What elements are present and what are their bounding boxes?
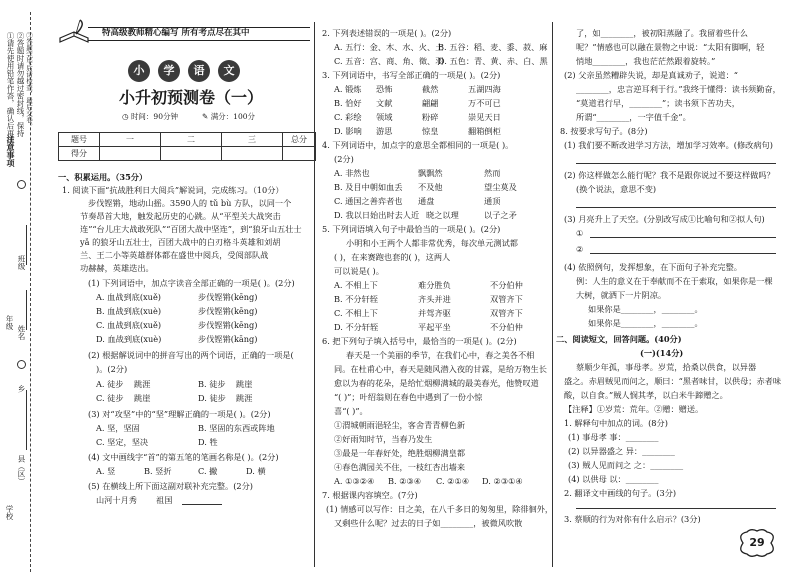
option-part: 然而: [484, 168, 501, 178]
exam-time: [122, 112, 178, 122]
notice-line: ②答题时请勿越过密封线，保持: [16, 32, 25, 137]
option-part: 步伐铿锵(kēng): [198, 292, 258, 302]
option[interactable]: A. 五行：金、木、水、火、土: [334, 42, 444, 52]
classical-text: 酸，以自食。”贼人悯其孝，以白米牛蹄赠之。: [564, 390, 728, 400]
fill-line-text: 悄地________，我也茫茫然跟着旋转。”: [576, 56, 716, 66]
option-part: 步伐铿锵(kēng): [198, 306, 258, 316]
option-part: 通顶: [484, 196, 501, 206]
option-part: 双管齐下: [490, 308, 523, 318]
sub-question: (1) 情感可以写作：日之美，在八千多日的匆匆里，除徘徊外，: [326, 504, 554, 514]
label-name: 姓名: [17, 325, 26, 340]
option[interactable]: D. 牲: [198, 437, 218, 447]
answer-blank[interactable]: [182, 504, 222, 505]
example-line: 大树，就洒下一片阴凉。: [576, 290, 667, 300]
passage-line: 春天是一个美丽的季节，在我们心中，春之美各不相: [346, 350, 535, 360]
fill-line[interactable]: [26, 390, 27, 450]
option-part: 不分伯仲: [490, 280, 523, 290]
binding-hole: [17, 180, 26, 189]
sub-question: (5) 在横线上所下面这副对联补充完整。(2分): [88, 481, 253, 491]
clock-icon: ◷: [122, 112, 129, 121]
score-cell: 三: [222, 133, 283, 147]
option-part: 通盘: [418, 196, 435, 206]
option-part: 晓之以理: [426, 210, 459, 220]
score-input-cell[interactable]: [161, 147, 222, 161]
classical-text: 盛之。赤眉贼见而问之，顺曰：“黑者味甘，以供母；赤者味: [564, 376, 782, 386]
option-part: 难分胜负: [418, 280, 451, 290]
sub-question: (4) 依照例句，发挥想象，在下面句子补充完整。: [564, 262, 742, 272]
question-stem: 7. 根据课内容填空。(7分): [322, 490, 418, 500]
label-school: 学校: [5, 505, 14, 520]
section-heading: 一、积累运用。（35分）: [58, 172, 148, 182]
passage-line: 可以说是( )。: [334, 266, 384, 276]
option[interactable]: C. 五音：宫、商、角、徵、羽: [334, 56, 444, 66]
option[interactable]: A. 血战到底(xuě): [96, 292, 161, 302]
fill-line-text: 呢？”情感也可以融在景物之中说：“太阳有脚啊，轻: [576, 42, 765, 52]
subject-char: 语: [188, 60, 210, 82]
option[interactable]: C. 徒步: [96, 393, 124, 403]
answer-line[interactable]: [576, 207, 776, 208]
label-county: 县（区）: [17, 455, 26, 485]
option-part: 步伐铿锵(kāng): [198, 334, 258, 344]
annotation: 【注释】①岁荒：荒年。②赠：赠送。: [564, 404, 704, 414]
option[interactable]: C. 坚定，坚决: [96, 437, 149, 447]
option-part: 跳涯: [134, 379, 151, 389]
sub-question: (1) 我们要不断改进学习方法，增加学习效率。(修改病句): [564, 140, 773, 150]
exam-score-text: 满分：100分: [210, 112, 256, 121]
classical-text: 蔡顺少年孤，事母孝。岁荒，拾桑以供食，以异器: [576, 362, 757, 372]
answer-line[interactable]: [576, 508, 776, 509]
option[interactable]: D. 横: [246, 466, 266, 476]
option-part: 平起平坐: [418, 322, 451, 332]
option-part: 截然: [422, 84, 439, 94]
question-stem: 6. 把下列句子填入括号中，最恰当的一项是( )。(2分): [322, 336, 517, 346]
fill-line-text: 如果你是________，________。: [588, 318, 703, 328]
option[interactable]: C. 撇: [198, 466, 218, 476]
option-part: 步伐铿锵(kēng): [198, 320, 258, 330]
option-part: 翩翩: [422, 98, 439, 108]
sub-question: (3) 月亮升上了天空。(分别改写成①比喻句和②拟人句): [564, 214, 765, 224]
option[interactable]: D. 徒步: [198, 393, 226, 403]
passage-line: “( )”；叶绍翁则在春色中遇到了一份小惊: [334, 392, 483, 402]
banner-text: 特高级教师精心编写 所有考点尽在其中: [102, 28, 250, 38]
score-table: [58, 132, 316, 161]
score-input-cell[interactable]: [100, 147, 161, 161]
exam-time-text: 时间：90分钟: [130, 112, 178, 121]
answer-line[interactable]: [576, 163, 776, 164]
option-part: 齐头并进: [418, 294, 451, 304]
option[interactable]: C. 彩绘: [334, 112, 362, 122]
book-quill-icon: [58, 18, 92, 44]
option[interactable]: B. 竖折: [144, 466, 172, 476]
score-cell: 得分: [59, 147, 100, 161]
score-cell: 总分: [283, 133, 316, 147]
sub-question-cont: )。(2分): [96, 364, 128, 374]
option[interactable]: A. 坚，坚固: [96, 423, 140, 433]
page-number-badge: [737, 528, 777, 558]
option[interactable]: B. 及目中朝如血丢: [334, 182, 403, 192]
subject-char: 小: [128, 60, 150, 82]
option-part: 并驾齐驱: [418, 308, 451, 318]
question-stem: 2. 下列表述错误的一项是( )。(2分): [322, 28, 452, 38]
option[interactable]: C. ②①④: [436, 476, 470, 486]
option[interactable]: A. 非然也: [334, 168, 370, 178]
option[interactable]: D. 我以日始出时去人近: [334, 210, 420, 220]
option-part: 游思: [376, 126, 393, 136]
option-part: 不分伯仲: [490, 322, 523, 332]
option-part: 望尘莫及: [484, 182, 517, 192]
answer-label: ①: [576, 228, 584, 238]
option-part: 万不可已: [468, 98, 501, 108]
option-part: 跳崖: [236, 379, 253, 389]
option[interactable]: A. 不相上下: [334, 280, 378, 290]
question-stem: 3. 蔡顺的行为对你有什么启示？(3分): [564, 514, 701, 524]
sub-question: (2) 父亲虽然糟辟失说，却是真诚劝子，说道：“: [564, 70, 738, 80]
label-class: 班级: [17, 255, 26, 270]
notice-line: ①请先使用铅笔作答，确认后再用: [6, 32, 15, 145]
answer-label: ②: [576, 244, 584, 254]
sub-question: (2) 你这样做怎么能行呢？我不是跟你说过不要这样做吗？: [564, 170, 775, 180]
question-stem: 5. 下列词语填入句子中最恰当的一项是( )。(2分): [322, 224, 501, 234]
label-grade: 年级: [5, 315, 14, 330]
option[interactable]: A. 竖: [96, 466, 116, 476]
exam-title: 小升初预测卷（一）: [118, 88, 263, 107]
option-part: 以子之矛: [484, 210, 517, 220]
question-stem: 8. 按要求写句子。(8分): [560, 126, 648, 136]
subject-char: 文: [218, 60, 240, 82]
poem-option: ②好雨知时节，当春乃发生: [334, 434, 433, 444]
answer-line[interactable]: [590, 253, 776, 254]
option[interactable]: D. 血战到底(xuè): [96, 334, 162, 344]
option[interactable]: B. 不分轩轾: [334, 294, 378, 304]
example-line: 例：人生的意义在于奉献而不在于索取，如果你是一棵: [576, 276, 773, 286]
sub-question-cont: (换个说法，意思不变): [576, 184, 657, 194]
poem-option: ③最是一年春好处，绝胜烟柳满皇都: [334, 448, 466, 458]
binding-strip: [0, 0, 48, 587]
option-part: 粉碎: [422, 112, 439, 122]
score-input-cell[interactable]: [283, 147, 316, 161]
score-table-row: [59, 147, 316, 161]
passage-line: 愈以为春的花朵，是给忙烟柳满城的最美春光，他赞叹道: [334, 378, 539, 388]
couplet-second: 祖国: [156, 495, 173, 505]
question-stem-cont: (2分): [334, 154, 354, 164]
question-stem: 4. 下列词语中，加点字的意思全都相同的一项是( )。: [322, 140, 514, 150]
question-stem: 1. 解释句中加点的词。(8分): [564, 418, 668, 428]
word-question: (1) 事母孝 事：________: [568, 432, 659, 442]
passage-line: 同。在杜甫心中，春天是随风潜入夜的甘霖，是给万物生长: [334, 364, 547, 374]
option[interactable]: B. 五谷：稻、麦、黍、菽、麻: [438, 42, 548, 52]
score-table-row: [59, 133, 316, 147]
exam-score: [202, 112, 255, 122]
sub-question: (2) 根据解说词中的拼音写出的两个词语，正确的一项是(: [88, 350, 294, 360]
passage-line: 兰、王二小等英雄群体都在盛世中阅兵，受阅部队战: [80, 250, 269, 260]
option[interactable]: A. 徒步: [96, 379, 124, 389]
option[interactable]: D. ②③①④: [482, 476, 523, 486]
fill-line-text: 如果你是________，________。: [588, 304, 703, 314]
option-part: 文献: [376, 98, 393, 108]
label-township: 乡: [17, 385, 26, 393]
score-cell: 二: [161, 133, 222, 147]
passage-line: 连”“台儿庄大战敢死队”“百团大战中坚连”，到“狼牙山五壮士: [80, 224, 302, 234]
score-cell: 一: [100, 133, 161, 147]
option[interactable]: C. 通国之善弈者也: [334, 196, 403, 206]
page-number: 29: [749, 536, 765, 549]
column-divider: [552, 22, 553, 567]
option[interactable]: A. 锻炼: [334, 84, 362, 94]
option[interactable]: D. 影响: [334, 126, 362, 136]
fill-line-text: 所谓“________，一字值千金”。: [576, 112, 691, 122]
notice-line: ③答题完毕后请检查，最后交卷。: [25, 32, 33, 130]
option-part: 五湖四海: [468, 84, 501, 94]
question-stem: 3. 下列词语中，书写全部正确的一项是( )。(2分): [322, 70, 501, 80]
option-part: 领域: [376, 112, 393, 122]
section-heading: 二、阅读短文，回答问题。(40分): [556, 334, 682, 344]
option[interactable]: C. 不相上下: [334, 308, 378, 318]
option-part: 惊皇: [422, 126, 439, 136]
header-banner: [58, 22, 310, 42]
pen-icon: ✎: [202, 112, 209, 121]
sub-question-cont: 又剩些什么呢？过去的日子如________，被微风吹散: [334, 518, 523, 528]
answer-line[interactable]: [590, 237, 776, 238]
sub-question: (3) 对“攻坚”中的“坚”理解正确的一项是( )。(2分): [88, 409, 271, 419]
option[interactable]: B. 血战到底(xuè): [96, 306, 162, 316]
option-part: 翻箱倒柜: [468, 126, 501, 136]
passage-line: 节奏昂首大地，触发起历史的心跳。从“平型关大战突击: [80, 211, 281, 221]
passage-line: ( )，在来赛跑也套的( )，这两人: [334, 252, 451, 262]
poem-option: ④春色满园关不住，一枝红杏出墙来: [334, 462, 466, 472]
option-part: 崇见天日: [468, 112, 501, 122]
question-stem: 1. 阅读下面“抗战胜利日大阅兵”解说词，完成练习。（10分）: [62, 185, 284, 195]
option[interactable]: C. 血战到底(xuě): [96, 320, 162, 330]
fill-line-text: 了，如________，被初阳蒸融了。我留着些什么: [576, 28, 748, 38]
passage-line: 小明和小王两个人都非常优秀，每次单元测试都: [346, 238, 518, 248]
column-divider: [314, 22, 315, 567]
option-part: 跳涯: [236, 393, 253, 403]
binding-hole: [17, 360, 26, 369]
option[interactable]: D. 不分轩轾: [334, 322, 379, 332]
score-input-cell[interactable]: [222, 147, 283, 161]
option-part: 不及他: [418, 182, 443, 192]
fill-line-text: ________，忠言逆耳利于行。”我终于懂得：读书须勤奋，: [576, 84, 781, 94]
word-question: (2) 以异器盛之 异：________: [568, 446, 675, 456]
fill-line[interactable]: [26, 225, 27, 265]
passage-line: 步伐铿锵，地动山摇。3590人的 tǔ bù 方队，以同一个: [88, 198, 292, 208]
score-cell: 题号: [59, 133, 100, 147]
couplet-first: 山河十月秀: [96, 495, 137, 505]
option[interactable]: B. 徒步: [198, 379, 226, 389]
fill-line[interactable]: [26, 290, 27, 330]
option[interactable]: B. ②③④: [388, 476, 422, 486]
passage-heading: (一)(14分): [640, 348, 684, 358]
option-part: 双管齐下: [490, 294, 523, 304]
option-part: 恐怖: [376, 84, 393, 94]
subject-char: 学: [158, 60, 180, 82]
option-part: 跳崖: [134, 393, 151, 403]
option[interactable]: A. ①③②④: [334, 476, 375, 486]
option[interactable]: D. 五色：青、黄、赤、白、黑: [438, 56, 548, 66]
option[interactable]: B. 恰好: [334, 98, 362, 108]
poem-option: ①渭城朝雨浥轻尘，客舍青青柳色新: [334, 420, 466, 430]
passage-line: 喜“( )”。: [334, 406, 368, 416]
passage-line: yǎ 的狼牙山五壮士，百团大战中的白刃格斗英雄和刘胡: [80, 237, 281, 247]
word-question: (4) 以供母 以：________: [568, 474, 659, 484]
option[interactable]: B. 坚固的东西或阵地: [198, 423, 275, 433]
option-part: 飘飘然: [418, 168, 443, 178]
passage-line: 功赫赫，英雄迭出。: [80, 263, 154, 273]
sub-question: (4) 文中画线字“首”的第五笔的笔画名称是( )。(2分): [88, 452, 279, 462]
notice-title: 注意事项: [6, 135, 16, 167]
word-question: (3) 贼人见而问之 之：________: [568, 460, 684, 470]
fill-line-text: “莫道君行早，________”；读书须下苦功夫，: [576, 98, 740, 108]
question-stem: 2. 翻译文中画线的句子。(3分): [564, 488, 677, 498]
sub-question: (1) 下列词语中，加点字读音全部正确的一项是( )。(2分): [88, 278, 295, 288]
